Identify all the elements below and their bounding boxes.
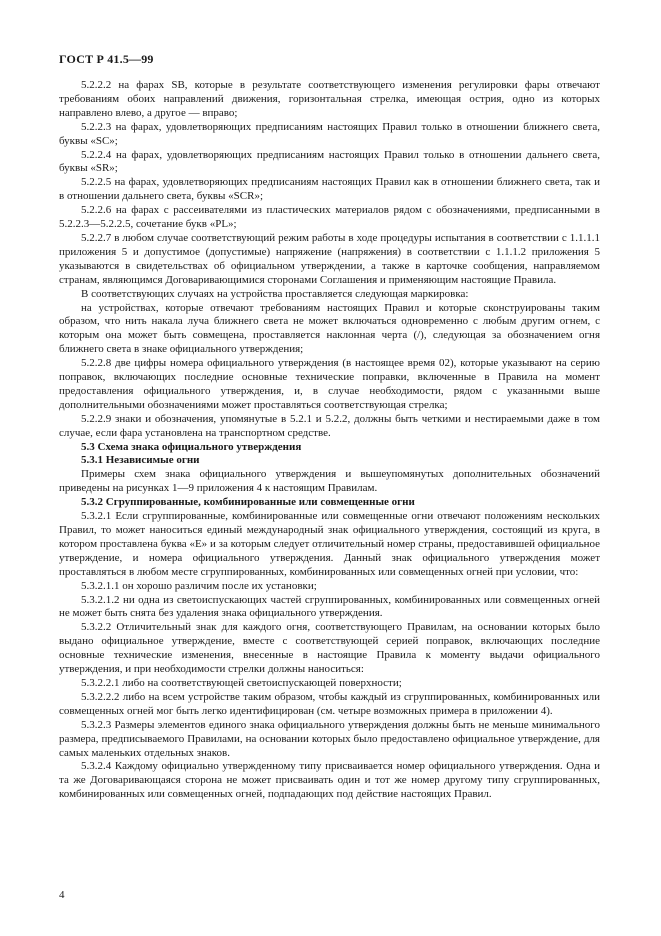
paragraph-53221: 5.3.2.2.1 либо на соответствующей светоиспускающей поверхности;: [81, 676, 402, 689]
paragraph-5225: 5.2.2.5 на фарах, удовлетворяющих предписаниям настоящих Правил как в отношении ближнего света, так и в отношении дальнего света, буквы «SCR»;: [59, 176, 600, 203]
paragraph-5229: 5.2.2.9 знаки и обозначения, упомянутые в 5.2.1 и 5.2.2, должны быть четкими и нестираемыми даже в том случае, если фара установлена на транспортном средстве.: [59, 412, 600, 439]
page-number: 4: [59, 889, 65, 901]
paragraph-5222: 5.2.2.2 на фарах SB, которые в результате соответствующего изменения регулировки фары отвечают требованиям обоих направлений движения, горизонтальная стрелка, имеющая острия, одно из которых направлено влево, а другое — вправо;: [59, 79, 600, 119]
paragraph-5324: 5.3.2.4 Каждому официально утвержденному типу присваивается номер официального утверждения. Одна и та же Договаривающаяся сторона не может присваивать один и тот же номер другому типу сгруппированных, комбинированных или совмещенных огней, подпадающих под действие настоящих Правил.: [59, 760, 600, 801]
paragraph-53222: 5.3.2.2.2 либо на всем устройстве таким образом, чтобы каждый из сгруппированных, комбинированных или совмещенных огней мог быть легко идентифицирован (см. четыре возможных примера в приложении 4).: [59, 690, 600, 717]
heading-532: 5.3.2 Сгруппированные, комбинированные или совмещенные огни: [81, 496, 415, 509]
document-body: [59, 79, 600, 802]
paragraph-5321: 5.3.2.1 Если сгруппированные, комбинированные или совмещенные огни отвечают положениям нескольких Правил, то может наноситься единый международный знак официального утверждения, состоящий из круга, в котором проставлена буква «Е» и за которым следует отличительный номер страны, предоставившей официальное утверждение, и номера официального утверждения. Данный знак официального утверждения может проставляться в любом месте сгруппированных, комбинированных или совмещенных огней при условии, что:: [59, 510, 600, 578]
paragraph-53211: 5.3.2.1.1 он хорошо различим после их установки;: [81, 579, 317, 592]
paragraph-marking-intro: В соответствующих случаях на устройства проставляется следующая маркировка:: [81, 287, 469, 300]
paragraph-marking-rule: на устройствах, которые отвечают требованиям настоящих Правил и которые сконструированы таким образом, что нить накала луча ближнего света не может включаться одновременно с любым другим огнем, с которым она может быть совмещена, проставляется наклонная черта (/), следующая за обозначением огня ближнего света в знаке официального утверждения;: [59, 301, 600, 356]
paragraph-5322: 5.3.2.2 Отличительный знак для каждого огня, соответствующего Правилам, на основании которых было выдано официальное утверждение, вместе с соответствующей серией поправок, включающих последние основные технические изменения, внесенные в настоящие Правила к моменту выдачи официального утверждения, и при необходимости стрелки должны наноситься:: [59, 621, 600, 676]
heading-53: 5.3 Схема знака официального утверждения: [81, 440, 302, 453]
document-title-header: ГОСТ Р 41.5—99: [59, 52, 154, 66]
paragraph-5227: 5.2.2.7 в любом случае соответствующий режим работы в ходе процедуры испытания в соответствии с 1.1.1.1 приложения 5 и допустимое (допустимые) напряжение (напряжения) в соответствии с 1.1.1.2 приложения 5 указываются в свидетельствах об официальном утверждении, а также в карточке сообщения, направляемом странам, являющимся Договаривающимися сторонами Соглашения и применяющим настоящие Правила.: [59, 231, 600, 286]
paragraph-examples: Примеры схем знака официального утверждения и вышеупомянутых дополнительных обозначений приведены на рисунках 1—9 приложения 4 к настоящим Правилам.: [59, 468, 600, 495]
heading-531: 5.3.1 Независимые огни: [81, 454, 200, 467]
paragraph-53212: 5.3.2.1.2 ни одна из светоиспускающих частей сгруппированных, комбинированных или совмещенных огней не может быть снята без удаления знака официального утверждения.: [59, 593, 600, 620]
paragraph-5228: 5.2.2.8 две цифры номера официального утверждения (в настоящее время 02), которые указывают на серию поправок, включающих последние основные технические поправки, включенные в Правила на момент предоставления официального утверждения, и, в случае необходимости, рядом с указанными выше дополнительными обозначениями может проставляться соответствующая стрелка;: [59, 357, 600, 411]
paragraph-5224: 5.2.2.4 на фарах, удовлетворяющих предписаниям настоящих Правил только в отношении дальнего света, буквы «SR»;: [59, 148, 600, 175]
paragraph-5223: 5.2.2.3 на фарах, удовлетворяющих предписаниям настоящих Правил только в отношении ближнего света, буквы «SC»;: [59, 120, 600, 147]
paragraph-5323: 5.3.2.3 Размеры элементов единого знака официального утверждения должны быть не меньше минимального размера, предписываемого Правилами, на основании которых было предоставлено официальное утверждение, для самых маленьких отдельных знаков.: [59, 718, 600, 759]
paragraph-5226: 5.2.2.6 на фарах с рассеивателями из пластических материалов рядом с обозначениями, предписанными в 5.2.2.3—5.2.2.5, сочетание букв «PL»;: [59, 204, 600, 231]
